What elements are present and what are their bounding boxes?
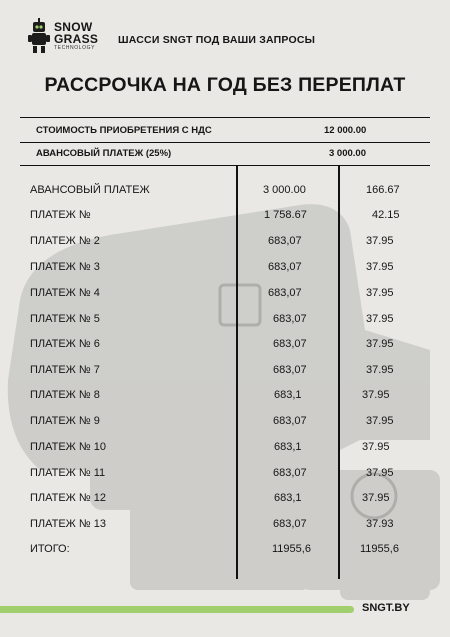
payment-amount: 683,07: [268, 235, 302, 247]
summary-top-divider: [20, 117, 430, 118]
payment-amount: 1 758.67: [264, 209, 307, 221]
summary-label: АВАНСОВЫЙ ПЛАТЕЖ (25%): [36, 148, 172, 159]
payment-amount: 683,07: [273, 313, 307, 325]
table-row: [30, 441, 430, 459]
page-title: РАССРОЧКА НА ГОД БЕЗ ПЕРЕПЛАТ: [44, 74, 406, 96]
tagline: ШАССИ SNGT ПОД ВАШИ ЗАПРОСЫ: [118, 34, 316, 46]
payment-second-value: 37.93: [366, 518, 394, 530]
payment-amount: 3 000.00: [263, 184, 306, 196]
table-row: [30, 184, 430, 202]
payment-second-value: 37.95: [366, 415, 394, 427]
logo-text-line2: GRASS: [54, 32, 99, 46]
table-row: [30, 467, 430, 485]
payment-second-value: 166.67: [366, 184, 400, 196]
payment-amount: 683,07: [273, 518, 307, 530]
payment-second-value: 37.95: [362, 389, 390, 401]
payment-second-value: 37.95: [366, 364, 394, 376]
payment-label: ПЛАТЕЖ № 13: [30, 518, 106, 530]
website-link[interactable]: SNGT.BY: [362, 602, 410, 614]
table-row: [30, 389, 430, 407]
payment-label: ПЛАТЕЖ № 7: [30, 364, 100, 376]
payment-amount: 683,1: [274, 389, 302, 401]
robot-logo-icon: [28, 18, 50, 54]
summary-value: 3 000.00: [329, 148, 366, 159]
payment-second-value: 37.95: [362, 492, 390, 504]
payment-label: ПЛАТЕЖ № 2: [30, 235, 100, 247]
table-row: [30, 364, 430, 382]
payment-label: ПЛАТЕЖ № 11: [30, 467, 106, 479]
payment-second-value: 37.95: [362, 441, 390, 453]
payment-second-value: 37.95: [366, 313, 394, 325]
payment-label: ПЛАТЕЖ № 12: [30, 492, 106, 504]
total-amount: 11955,6: [272, 543, 311, 555]
table-row-total: [30, 543, 430, 561]
table-row: [30, 287, 430, 305]
payment-amount: 683,1: [274, 492, 302, 504]
payment-label: ПЛАТЕЖ № 3: [30, 261, 100, 273]
table-row: [30, 338, 430, 356]
payment-amount: 683,07: [268, 261, 302, 273]
payment-label: ПЛАТЕЖ № 10: [30, 441, 106, 453]
payment-amount: 683,07: [273, 415, 307, 427]
payment-second-value: 37.95: [366, 467, 394, 479]
total-second-value: 11955,6: [360, 543, 399, 555]
header: [28, 18, 98, 54]
payment-amount: 683,07: [273, 338, 307, 350]
payment-second-value: 37.95: [366, 287, 394, 299]
payment-label: ПЛАТЕЖ № 4: [30, 287, 100, 299]
payment-label: ПЛАТЕЖ № 9: [30, 415, 100, 427]
logo: [28, 18, 98, 54]
table-row: [30, 313, 430, 331]
logo-text-line3: TECHNOLOGY: [54, 45, 96, 51]
payment-label: ПЛАТЕЖ № 6: [30, 338, 100, 350]
payment-amount: 683,07: [273, 364, 307, 376]
summary-bottom-divider: [20, 165, 430, 166]
payment-second-value: 37.95: [366, 235, 394, 247]
payment-second-value: 37.95: [366, 338, 394, 350]
payment-label: АВАНСОВЫЙ ПЛАТЕЖ: [30, 184, 150, 196]
summary-label: СТОИМОСТЬ ПРИОБРЕТЕНИЯ С НДС: [36, 125, 212, 136]
table-row: [30, 492, 430, 510]
table-row: [30, 209, 430, 227]
summary-divider: [20, 142, 430, 143]
table-row: [30, 518, 430, 536]
payment-second-value: 37.95: [366, 261, 394, 273]
payment-amount: 683,07: [273, 467, 307, 479]
payment-label: ПЛАТЕЖ № 5: [30, 313, 100, 325]
table-row: [30, 235, 430, 253]
table-row: [30, 415, 430, 433]
table-row: [30, 261, 430, 279]
payment-label: ПЛАТЕЖ №: [30, 209, 91, 221]
summary-value: 12 000.00: [324, 125, 367, 136]
logo-text-line1: SNOW: [54, 20, 93, 34]
total-label: ИТОГО:: [30, 543, 70, 555]
payment-second-value: 42.15: [372, 209, 400, 221]
payment-label: ПЛАТЕЖ № 8: [30, 389, 100, 401]
footer-accent-bar: [0, 606, 354, 613]
payment-amount: 683,07: [268, 287, 302, 299]
payment-amount: 683,1: [274, 441, 302, 453]
